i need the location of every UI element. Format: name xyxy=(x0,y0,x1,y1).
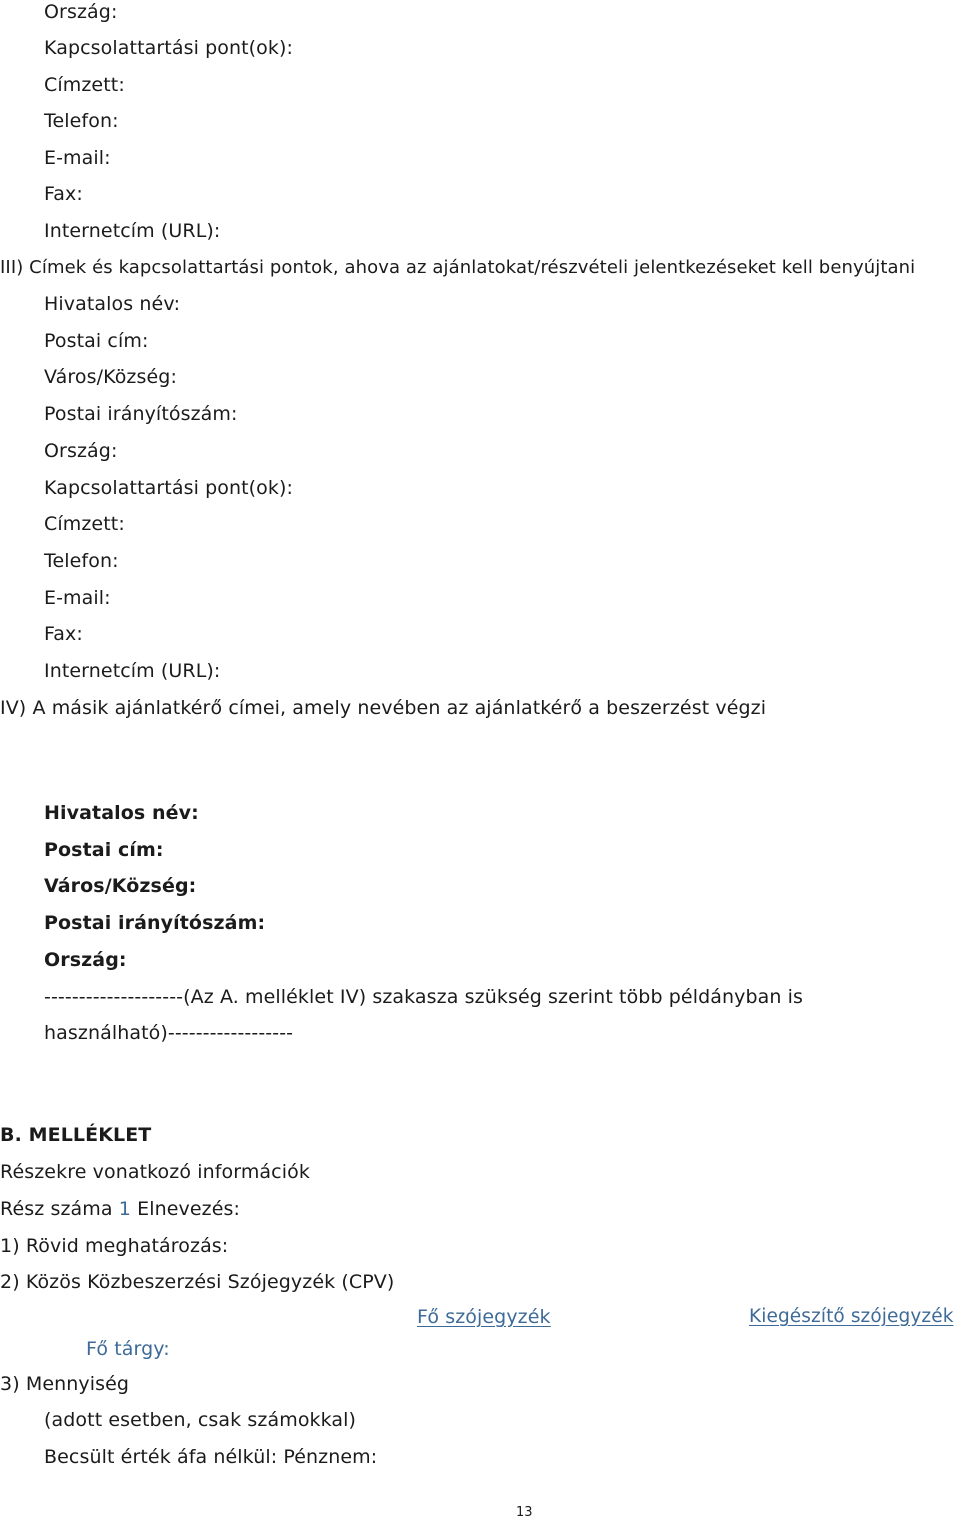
section-iv-note-line2: használható)------------------ xyxy=(44,1022,294,1044)
orszag-label: Ország: xyxy=(44,440,118,462)
elnevezes-label: Elnevezés: xyxy=(130,1198,241,1220)
telefon-label: Telefon: xyxy=(44,110,119,132)
annex-b-title: B. MELLÉKLET xyxy=(0,1124,152,1146)
resz-szama-value: 1 xyxy=(118,1198,131,1220)
resz-szama-label: Rész száma xyxy=(0,1198,119,1220)
orszag-label: Ország: xyxy=(44,949,127,971)
fax-label: Fax: xyxy=(44,183,83,205)
adott-esetben-note: (adott esetben, csak számokkal) xyxy=(44,1409,357,1431)
email-label: E-mail: xyxy=(44,147,111,169)
fo-targy-label: Fő tárgy: xyxy=(86,1338,170,1360)
rovid-meghatarozas-label: 1) Rövid meghatározás: xyxy=(0,1235,229,1257)
hivatalos-nev-label: Hivatalos név: xyxy=(44,293,181,315)
cimzett-label: Címzett: xyxy=(44,74,125,96)
mennyiseg-heading: 3) Mennyiség xyxy=(0,1373,130,1395)
postai-iranyitoszam-label: Postai irányítószám: xyxy=(44,403,238,425)
section-iii-heading: III) Címek és kapcsolattartási pontok, ahova az ajánlatokat/részvételi jelentkezéseket kell benyújtani xyxy=(0,257,916,278)
internetcim-label: Internetcím (URL): xyxy=(44,220,221,242)
hivatalos-nev-label: Hivatalos név: xyxy=(44,802,199,824)
page-number: 13 xyxy=(516,1505,533,1520)
postai-iranyitoszam-label: Postai irányítószám: xyxy=(44,912,266,934)
postai-cim-label: Postai cím: xyxy=(44,330,149,352)
annex-b-subtitle: Részekre vonatkozó információk xyxy=(0,1161,310,1183)
fax-label: Fax: xyxy=(44,623,83,645)
orszag-label: Ország: xyxy=(44,1,118,23)
kapcsolattartasi-pontok-label: Kapcsolattartási pont(ok): xyxy=(44,477,294,499)
email-label: E-mail: xyxy=(44,587,111,609)
section-iv-heading: IV) A másik ajánlatkérő címei, amely nevében az ajánlatkérő a beszerzést végzi xyxy=(0,697,767,719)
section-iv-note-line1: --------------------(Az A. melléklet IV) szakasza szükség szerint több példányban is xyxy=(44,986,804,1008)
telefon-label: Telefon: xyxy=(44,550,119,572)
internetcim-label: Internetcím (URL): xyxy=(44,660,221,682)
cimzett-label: Címzett: xyxy=(44,513,125,535)
kapcsolattartasi-pontok-label: Kapcsolattartási pont(ok): xyxy=(44,37,294,59)
varos-kozseg-label: Város/Község: xyxy=(44,366,177,388)
cpv-heading: 2) Közös Közbeszerzési Szójegyzék (CPV) xyxy=(0,1271,395,1293)
postai-cim-label: Postai cím: xyxy=(44,839,164,861)
kiegeszito-szojegyzek-link[interactable]: Kiegészítő szójegyzék xyxy=(749,1306,954,1327)
fo-szojegyzek-link[interactable]: Fő szójegyzék xyxy=(417,1306,551,1328)
becsult-ertek-label: Becsült érték áfa nélkül: Pénznem: xyxy=(44,1446,378,1468)
varos-kozseg-label: Város/Község: xyxy=(44,875,197,897)
resz-szama-row xyxy=(0,1197,240,1221)
